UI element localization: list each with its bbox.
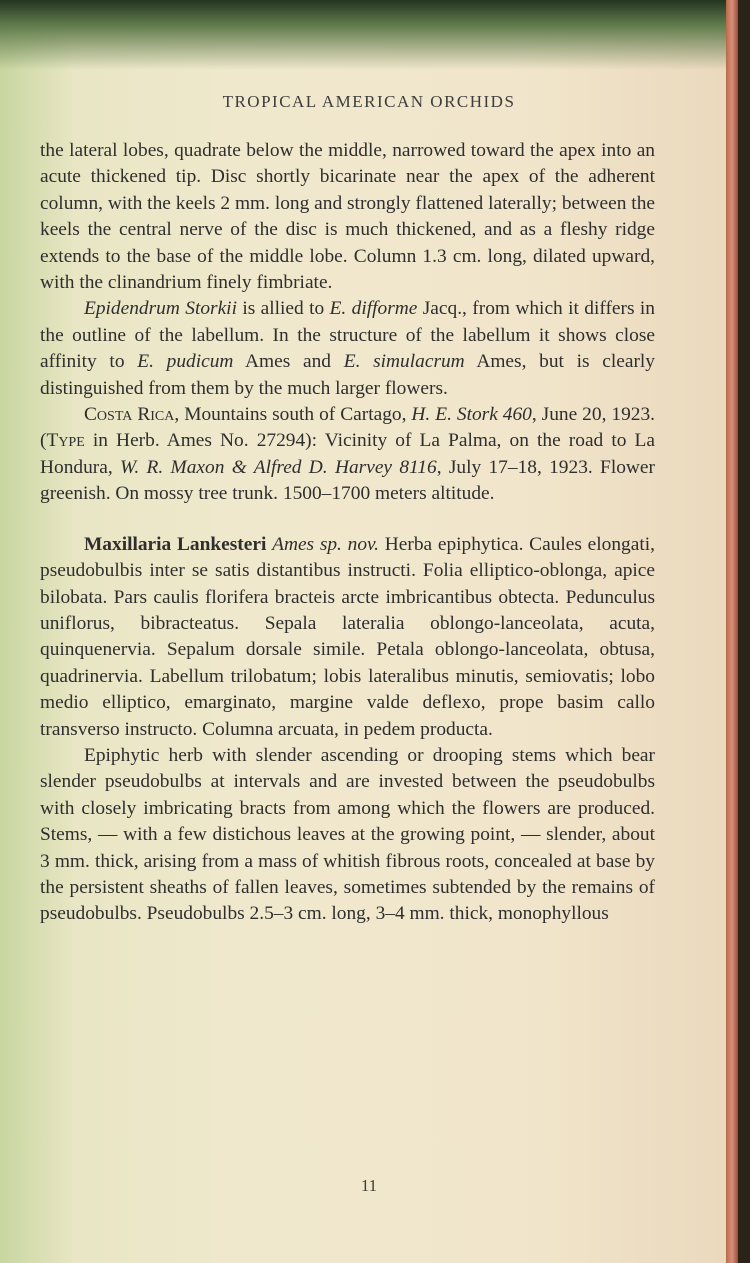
collector: W. R. Maxon & Alfred D. Harvey 8116 (120, 456, 437, 478)
country-name: Costa Rica (84, 404, 175, 426)
collector: H. E. Stork 460 (411, 404, 532, 426)
paragraph-labellum-description: the lateral lobes, quadrate below the middle, narrowed toward the apex into an acute thickened tip. Disc shortly bicarinate near the apex of the adherent column, with the keels 2 mm. long and strongly flattened laterally; between the keels the central nerve of the disc is much thickened, and as a fleshy ridge extends to the base of the middle lobe. Column 1.3 cm. long, dilated upward, with the clinandrium finely fimbriate. (40, 140, 655, 294)
species-ref: E. pudicum (137, 351, 234, 373)
paragraph-description: Epiphytic herb with slender ascending or drooping stems which bear slender pseudobulbs at intervals and are invested between the pseudobulbs with closely imbricating bracts from among which the flowers are produced. Stems, — with a few distichous leaves at the growing point, — slender, about 3 mm. thick, arising from a mass of whitish fibrous roots, concealed at base by the persistent sheaths of fallen leaves, sometimes subtended by the remains of pseudobulbs. Pseudobulbs 2.5–3 cm. long, 3–4 mm. thick, monophyllous (40, 744, 655, 925)
paragraph-maxillaria-lankesteri: Maxillaria Lankesteri Ames sp. nov. Herba epiphytica. Caules elongati, pseudobulbis inter se satis distantibus instructi. Folia elliptico-oblonga, apice bilobata. Pars caulis florifera bracteis arcte imbricantibus obtecta. Pedunculus uniflorus, bibracteatus. Sepala lateralia oblongo-lanceolata, acuta, quinquenervia. Sepalum dorsale simile. Petala oblongo-lanceolata, obtusa, quadrinervia. Labellum trilobatum; lobis lateralibus minutis, semiovatis; lobo medio elliptico, emarginato, margine valde deflexo, prope basim callo transverso instructo. Columna arcuata, in pedem producta. (40, 533, 655, 740)
page-edge (726, 0, 738, 1263)
species-ref: E. simulacrum (343, 351, 465, 373)
species-name: Epidendrum Storkii (84, 298, 237, 320)
section-gap (40, 508, 655, 532)
type-label: Type (46, 430, 85, 452)
running-head: TROPICAL AMERICAN ORCHIDS (222, 92, 516, 111)
paragraph-specimens: Costa Rica, Mountains south of Cartago, H. E. Stork 460, June 20, 1923. (Type in Herb. Ames No. 27294): Vicinity of La Palma, on the road to La Hondura, W. R. Maxon & Alfred D. Harvey 8116, July 17–18, 1923. Flower greenish. On mossy tree trunk. 1500–1700 meters altitude. (40, 404, 656, 505)
body-text (40, 138, 655, 928)
page-number: 11 (360, 1176, 378, 1195)
paragraph-epidendrum-storkii: Epidendrum Storkii is allied to E. difforme Jacq., from which it differs in the outline of the labellum. In the structure of the labellum it shows close affinity to E. pudicum Ames and E. simulacrum Ames, but is clearly distinguished from them by the much larger flowers. (40, 298, 656, 399)
species-heading: Maxillaria Lankesteri (84, 533, 267, 555)
species-author: Ames sp. nov. (272, 533, 380, 555)
species-ref: E. difforme (329, 298, 418, 320)
